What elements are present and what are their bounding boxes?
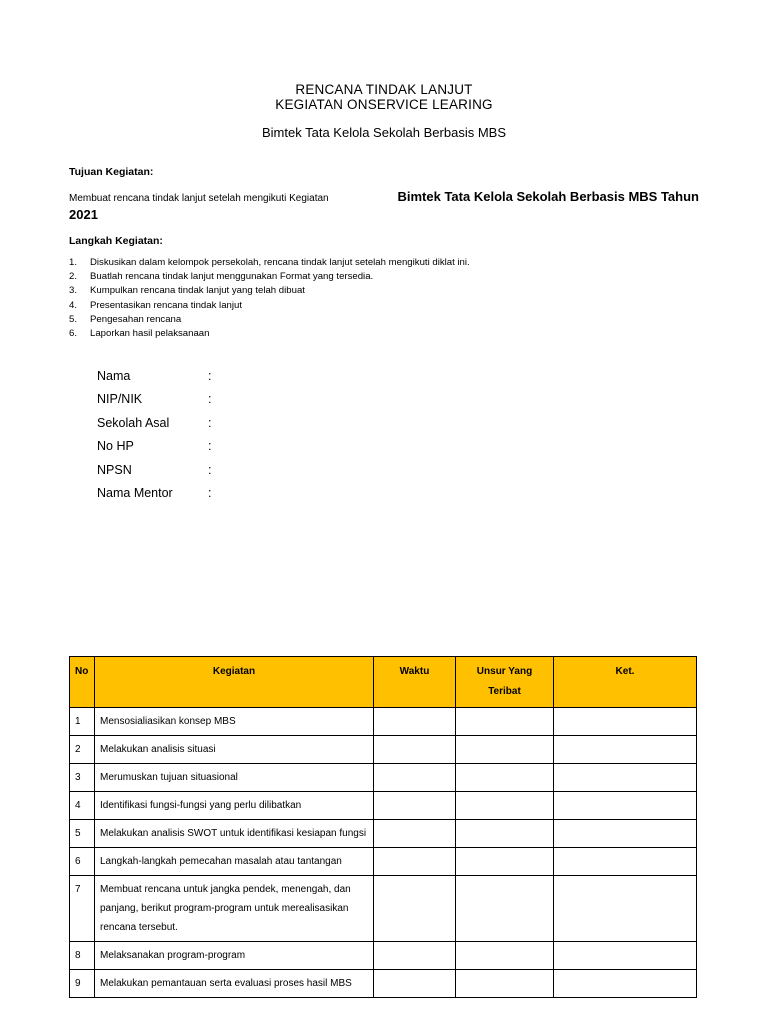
table-header-row <box>70 657 697 708</box>
table-row: 4 Identifikasi fungsi-fungsi yang perlu dilibatkan <box>70 792 697 820</box>
table-row: 8 Melaksanakan program-program <box>70 942 697 970</box>
table-row: 3 Merumuskan tujuan situasional <box>70 764 697 792</box>
field-mentor: Nama Mentor : <box>97 486 212 501</box>
rtl-table <box>69 656 697 998</box>
field-sekolah: Sekolah Asal : <box>97 415 212 430</box>
header-unsur: Unsur Yang Teribat <box>456 657 554 708</box>
table-row: 1 Mensosialiasikan konsep MBS <box>70 708 697 736</box>
table-row: 7 Membuat rencana untuk jangka pendek, menengah, dan panjang, berikut program-program untuk merealisasikan rencana tersebut. <box>70 876 697 942</box>
list-item: 4. Presentasikan rencana tindak lanjut <box>69 299 242 311</box>
field-nama: Nama : <box>97 368 212 383</box>
table-row: 5 Melakukan analisis SWOT untuk identifikasi kesiapan fungsi <box>70 820 697 848</box>
field-nip: NIP/NIK : <box>97 392 212 407</box>
document-title-block <box>0 82 768 140</box>
header-no: No <box>70 657 95 708</box>
identity-fields <box>97 364 211 505</box>
tujuan-heading: Tujuan Kegiatan: <box>69 166 154 178</box>
header-ket: Ket. <box>554 657 697 708</box>
list-item: 3. Kumpulkan rencana tindak lanjut yang telah dibuat <box>69 285 305 297</box>
list-item: 1. Diskusikan dalam kelompok persekolah, rencana tindak lanjut setelah mengikuti diklat ini. <box>69 257 470 268</box>
tujuan-year: 2021 <box>69 207 98 222</box>
document-subtitle: Bimtek Tata Kelola Sekolah Berbasis MBS <box>262 125 506 140</box>
list-item: 2. Buatlah rencana tindak lanjut menggunakan Format yang tersedia. <box>69 271 374 283</box>
langkah-list <box>69 256 470 341</box>
list-item: 6. Laporkan hasil pelaksanaan <box>69 328 210 340</box>
header-waktu: Waktu <box>374 657 456 708</box>
table-row: 2 Melakukan analisis situasi <box>70 736 697 764</box>
field-npsn: NPSN : <box>97 462 212 477</box>
table-row: 9 Melakukan pemantauan serta evaluasi proses hasil MBS <box>70 970 697 998</box>
tujuan-text: Membuat rencana tindak lanjut setelah mengikuti Kegiatan <box>69 193 329 204</box>
langkah-heading: Langkah Kegiatan: <box>69 235 163 247</box>
tujuan-paragraph <box>69 189 699 223</box>
tujuan-emphasis: Bimtek Tata Kelola Sekolah Berbasis MBS Tahun <box>397 189 699 204</box>
document-title-line2: KEGIATAN ONSERVICE LEARING <box>275 97 493 112</box>
header-kegiatan: Kegiatan <box>95 657 374 708</box>
list-item: 5. Pengesahan rencana <box>69 313 182 325</box>
document-title: RENCANA TINDAK LANJUT <box>295 82 473 97</box>
table-row: 6 Langkah-langkah pemecahan masalah atau tantangan <box>70 848 697 876</box>
field-nohp: No HP : <box>97 439 212 454</box>
